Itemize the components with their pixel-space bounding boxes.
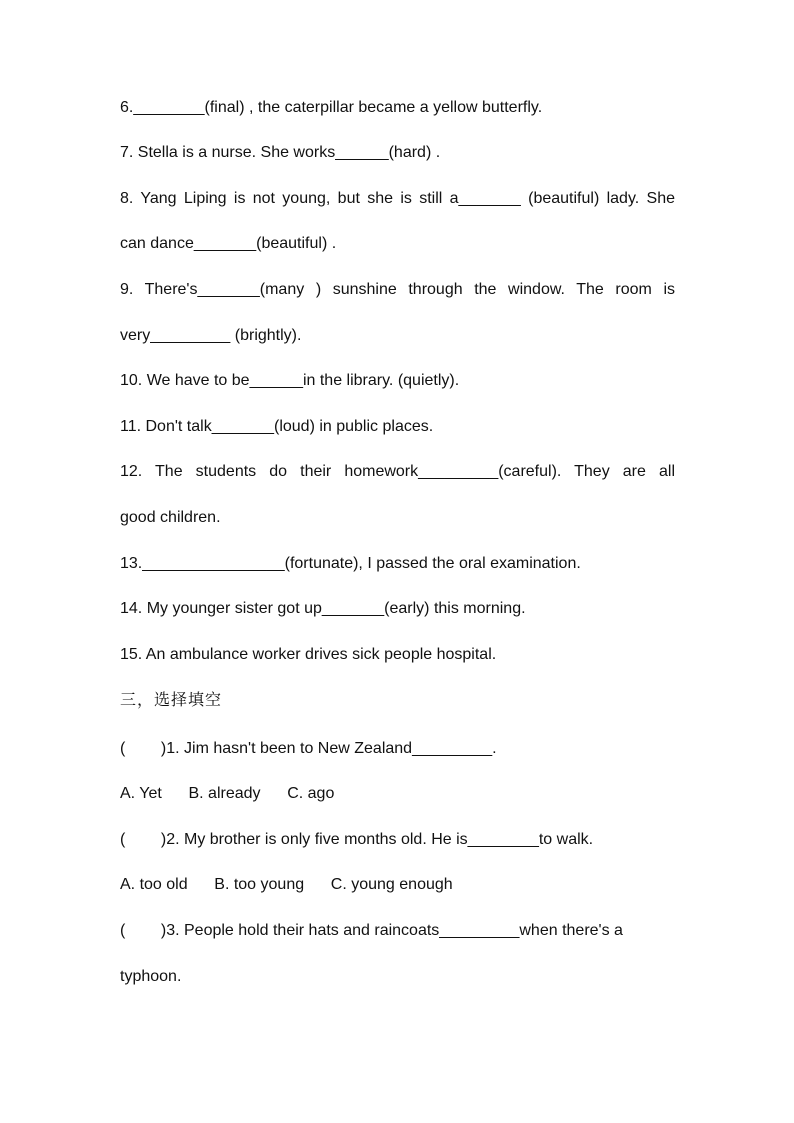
choice-question-2: ( )2. My brother is only five months old. He is________to walk. bbox=[120, 831, 594, 848]
question-13: 13.________________(fortunate), I passed the oral examination. bbox=[120, 555, 581, 572]
question-15: 15. An ambulance worker drives sick people hospital. bbox=[120, 646, 497, 663]
question-11: 11. Don't talk_______(loud) in public places. bbox=[120, 418, 434, 435]
question-8-line-2: can dance_______(beautiful) . bbox=[120, 235, 337, 252]
choice-question-3-line-2: typhoon. bbox=[120, 968, 182, 985]
question-10: 10. We have to be______in the library. (quietly). bbox=[120, 372, 460, 389]
question-9-line-1: 9. There's_______(many ) sunshine through the window. The room is bbox=[120, 281, 675, 298]
question-14: 14. My younger sister got up_______(early) this morning. bbox=[120, 600, 526, 617]
question-7: 7. Stella is a nurse. She works______(hard) . bbox=[120, 144, 441, 161]
question-6: 6.________(final) , the caterpillar became a yellow butterfly. bbox=[120, 99, 543, 116]
question-9-line-2: very_________ (brightly). bbox=[120, 327, 302, 344]
choice-question-2-options: A. too old B. too young C. young enough bbox=[120, 876, 453, 893]
choice-question-1-options: A. Yet B. already C. ago bbox=[120, 785, 335, 802]
choice-question-3-line-1: ( )3. People hold their hats and raincoats_________when there's a bbox=[120, 922, 623, 939]
question-12-line-2: good children. bbox=[120, 509, 221, 526]
question-12-line-1: 12. The students do their homework_________(careful). They are all bbox=[120, 463, 675, 480]
choice-question-1: ( )1. Jim hasn't been to New Zealand_________. bbox=[120, 740, 497, 757]
question-8-line-1: 8. Yang Liping is not young, but she is still a_______ (beautiful) lady. She bbox=[120, 190, 675, 207]
section-heading: 三，选择填空 bbox=[120, 690, 223, 709]
